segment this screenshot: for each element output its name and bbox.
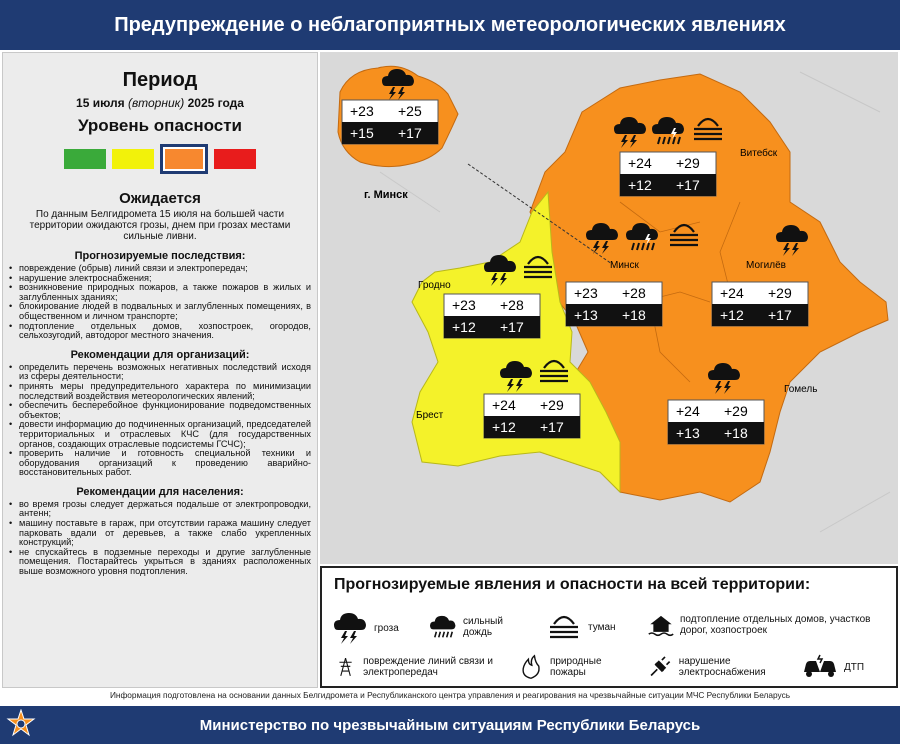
svg-text:+29: +29 [724, 403, 748, 419]
svg-text:+29: +29 [540, 397, 564, 413]
org-recommendations-list [3, 361, 317, 478]
svg-text:+12: +12 [452, 319, 476, 335]
period-title: Период [122, 69, 198, 91]
legend-flood [648, 610, 894, 640]
svg-text:+13: +13 [574, 307, 598, 323]
header-title: Предупреждение о неблагоприятных метеорологических явлениях [114, 13, 786, 36]
svg-text:+24: +24 [628, 155, 652, 171]
level-yellow [112, 149, 154, 169]
expected-title: Ожидается [119, 190, 201, 207]
legend-label: природные пожары [549, 656, 602, 678]
svg-text:+15: +15 [350, 125, 374, 141]
consequences-list [3, 262, 317, 341]
legend-power [648, 652, 788, 682]
temp-box-mogilev [712, 282, 808, 326]
legend-label: туман [588, 621, 616, 633]
rain-icon [430, 610, 457, 644]
pop-recommendations-list [3, 498, 317, 577]
power-line-icon [334, 652, 357, 682]
svg-text:+25: +25 [398, 103, 422, 119]
fog-icon [548, 612, 582, 642]
legend-fire [518, 652, 628, 682]
svg-text:+28: +28 [500, 297, 524, 313]
svg-text:+24: +24 [492, 397, 516, 413]
svg-text:+17: +17 [398, 125, 422, 141]
header-bar [0, 0, 900, 50]
list-item: • принять меры предупредительного характера по минимизации последствий воздействия метеорологических явлений; [9, 382, 311, 401]
svg-text:+17: +17 [676, 177, 700, 193]
plug-icon [648, 652, 673, 682]
svg-text:+17: +17 [540, 419, 564, 435]
legend-label: повреждение линий связи и электропередач [363, 656, 493, 678]
temp-box-gomel [668, 400, 764, 444]
list-item: • не спускайтесь в подземные переходы и другие заглубленные помещения. Постарайтесь укрыться в зданиях расположенных выше возможного уровня подтопления. [9, 548, 311, 577]
svg-text:+12: +12 [628, 177, 652, 193]
city-label-brest: Брест [416, 410, 444, 421]
city-label-grodno: Гродно [418, 280, 451, 291]
svg-text:+18: +18 [724, 425, 748, 441]
level-orange-selected [160, 144, 208, 174]
date-day: 15 июля [76, 96, 125, 110]
list-item: • возникновение природных пожаров, а также пожаров в жилых и заглубленных зданиях; [9, 283, 311, 302]
legend-label: подтопление отдельных домов, участков дорог, хозпостроек [679, 614, 871, 636]
legend-label: нарушение электроснабжения [678, 656, 766, 678]
thunder-icon [334, 610, 368, 646]
pop-recommendations-title: Рекомендации для населения: [76, 485, 244, 498]
svg-text:+23: +23 [350, 103, 374, 119]
weather-map [320, 52, 898, 564]
city-label-minsk: Минск [610, 260, 639, 271]
svg-text:+12: +12 [720, 307, 744, 323]
legend-thunder [334, 610, 399, 646]
list-item: • нарушение электроснабжения; [9, 274, 311, 284]
level-red [214, 149, 256, 169]
legend-panel [320, 566, 898, 688]
city-label-gomel: Гомель [784, 384, 818, 395]
legend-rain [430, 610, 520, 644]
svg-text:+12: +12 [492, 419, 516, 435]
org-recommendations-title: Рекомендации для организаций: [70, 348, 250, 361]
svg-text:+28: +28 [622, 285, 646, 301]
city-label-mogilev: Могилёв [746, 260, 786, 271]
list-item: • повреждение (обрыв) линий связи и электропередач; [9, 264, 311, 274]
temp-box-minsk-city [342, 100, 438, 144]
svg-text:+29: +29 [768, 285, 792, 301]
city-label-minsk-city: г. Минск [364, 189, 408, 201]
temp-box-minsk [566, 282, 662, 326]
info-panel [2, 52, 318, 688]
list-item: • подтопление отдельных домов, хозпостроек, огородов, сельхозугодий, автодорог местного значения. [9, 322, 311, 341]
temp-box-vitebsk [620, 152, 716, 196]
temp-box-brest [484, 394, 580, 438]
legend-label: гроза [374, 622, 399, 634]
date-year: 2025 года [187, 96, 244, 110]
svg-text:+18: +18 [622, 307, 646, 323]
city-label-vitebsk: Витебск [740, 148, 778, 159]
danger-level-title: Уровень опасности [77, 116, 243, 135]
source-footnote: Информация подготовлена на основании данных Белгидромета и Республиканского центра управления и реагирования на чрезвычайные ситуации МЧС Республики Беларусь [109, 690, 791, 700]
legend-dtp [802, 652, 864, 682]
date-weekday: (вторник) [128, 96, 185, 110]
svg-text:+23: +23 [574, 285, 598, 301]
level-green [64, 149, 106, 169]
footer-title: Министерство по чрезвычайным ситуациям Республики Беларусь [199, 716, 701, 734]
legend-label: сильный дождь [463, 616, 503, 638]
footer-bar [0, 706, 900, 744]
legend-title: Прогнозируемые явления и опасности на всей территории: [334, 576, 811, 593]
list-item: • машину поставьте в гараж, при отсутствии гаража машину следует парковать вдали от деревьев, а также слабо укрепленных конструкций; [9, 519, 311, 548]
map-svg [320, 52, 898, 564]
consequences-title: Прогнозируемые последствия: [74, 250, 246, 262]
danger-level-scale [3, 144, 317, 174]
period-date [3, 96, 317, 110]
legend-label: ДТП [844, 661, 865, 673]
legend-fog [548, 612, 616, 642]
svg-text:+29: +29 [676, 155, 700, 171]
fire-icon [518, 652, 544, 682]
list-item: • довести информацию до подчиненных организаций, председателей территориальных и отраслевых КЧС (для государственных органов, создающих отраслевые подсистемы ГСЧС); [9, 420, 311, 449]
svg-text:+17: +17 [768, 307, 792, 323]
list-item: • проверить наличие и готовность специальной техники и оборудования организаций к проведению аварийно-восстановительных работ. [9, 449, 311, 478]
svg-text:+24: +24 [676, 403, 700, 419]
svg-text:+17: +17 [500, 319, 524, 335]
svg-text:+24: +24 [720, 285, 744, 301]
svg-text:+23: +23 [452, 297, 476, 313]
mchs-emblem-icon [6, 709, 36, 741]
list-item: • определить перечень возможных негативных последствий исходя из сферы деятельности; [9, 363, 311, 382]
legend-lines [334, 652, 504, 682]
list-item: • во время грозы следует держаться подальше от электропроводки, антенн; [9, 500, 311, 519]
svg-text:+13: +13 [676, 425, 700, 441]
list-item: • блокирование людей в подвальных и заглубленных помещениях, в общественном и личном транспорте; [9, 302, 311, 321]
temp-box-grodno [444, 294, 540, 338]
list-item: • обеспечить бесперебойное функционирование подведомственных объектов; [9, 401, 311, 420]
flood-house-icon [648, 610, 674, 640]
expected-text: По данным Белгидромета 15 июля на большей части территории ожидаются грозы, днем при грозах местами сильные ливни. [29, 209, 291, 242]
car-crash-icon [802, 652, 838, 682]
